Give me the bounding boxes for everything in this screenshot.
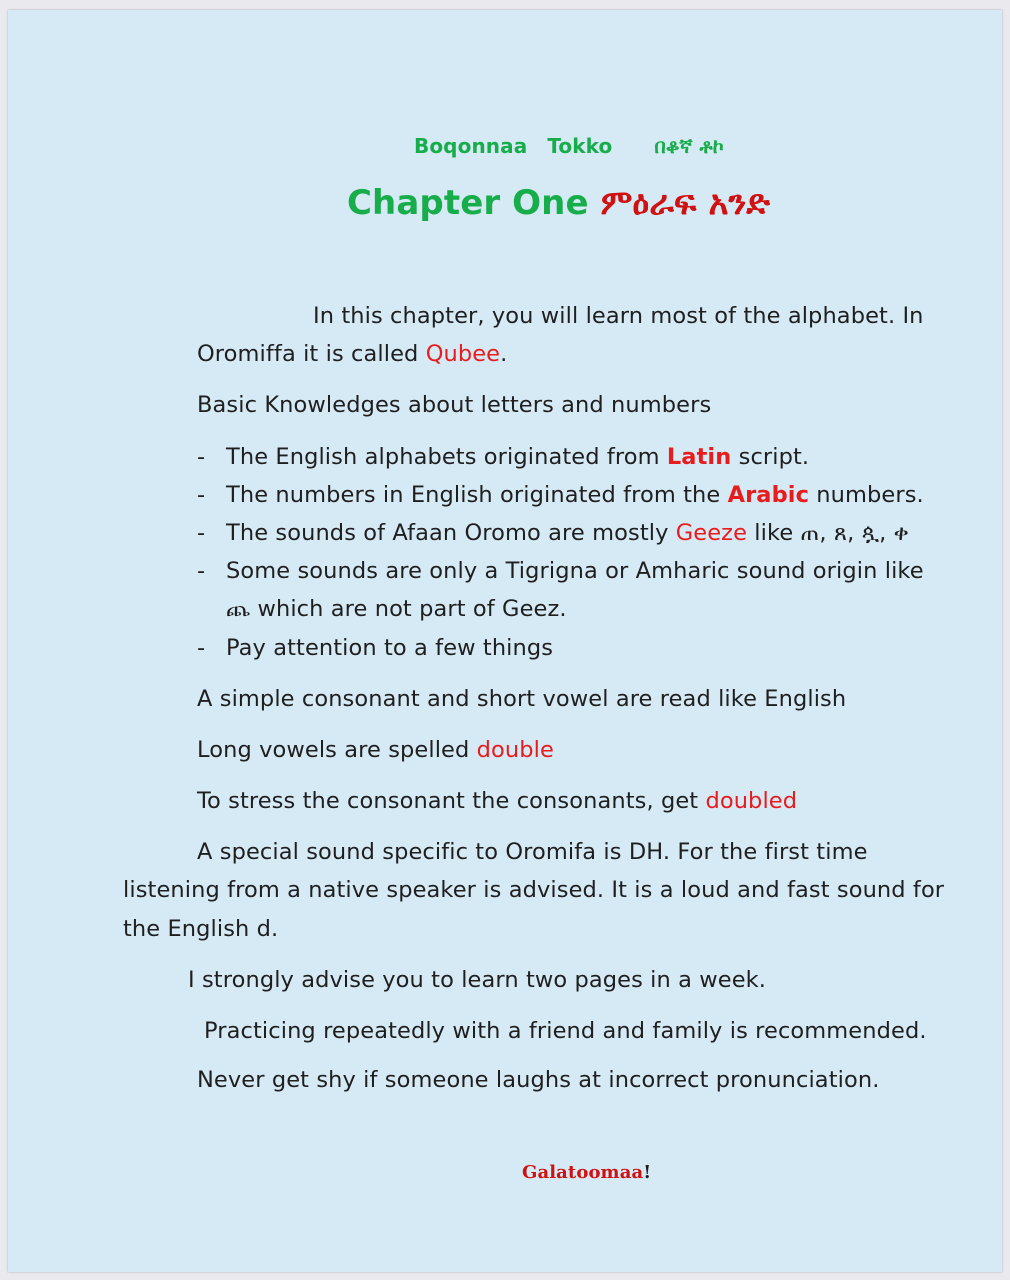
bullet-text: The numbers in English originated from the bbox=[226, 482, 728, 508]
subtitle-word-1: Boqonnaa bbox=[414, 134, 528, 158]
title-amharic: ምዕራፍ አንድ bbox=[600, 183, 771, 223]
dh-line-2: listening from a native speaker is advised. It is a loud and fast sound for bbox=[123, 877, 945, 903]
advice-shy: Never get shy if someone laughs at incorrect pronunciation. bbox=[197, 1067, 880, 1093]
advice-pages: I strongly advise you to learn two pages in a week. bbox=[188, 967, 767, 993]
bullet-attention: Pay attention to a few things bbox=[226, 635, 554, 661]
geeze-highlight: Geeze bbox=[675, 520, 748, 546]
subtitle-word-2: Tokko bbox=[547, 134, 613, 158]
bullet-dash: - bbox=[197, 482, 206, 508]
dh-line-3: the English d. bbox=[123, 916, 279, 942]
subtitle-oromo bbox=[414, 134, 724, 158]
bullet-text: The sounds of Afaan Oromo are mostly bbox=[226, 520, 676, 546]
arabic-highlight: Arabic bbox=[727, 482, 810, 508]
dh-line-1: A special sound specific to Oromifa is DH. For the first time bbox=[197, 839, 868, 865]
bullet-arabic bbox=[226, 482, 924, 508]
qubee-highlight: Qubee bbox=[425, 341, 501, 367]
thanks-word: Galatoomaa bbox=[522, 1162, 644, 1183]
bullet-tigrigna-line-2: ጨ which are not part of Geez. bbox=[226, 596, 567, 622]
basic-heading: Basic Knowledges about letters and numbers bbox=[197, 392, 712, 418]
intro-period: . bbox=[500, 341, 508, 367]
rule-consonant: A simple consonant and short vowel are read like English bbox=[197, 686, 847, 712]
bullet-dash: - bbox=[197, 558, 206, 584]
rule-long-vowels bbox=[197, 737, 554, 763]
bullet-latin bbox=[226, 444, 809, 470]
closing-thanks bbox=[522, 1162, 651, 1183]
latin-highlight: Latin bbox=[666, 444, 732, 470]
rule-text: To stress the consonant the consonants, get bbox=[197, 788, 706, 814]
double-highlight: double bbox=[476, 737, 554, 763]
bullet-dash: - bbox=[197, 444, 206, 470]
bullet-dash: - bbox=[197, 520, 206, 546]
rule-stress bbox=[197, 788, 797, 814]
bullet-text: numbers. bbox=[809, 482, 924, 508]
bullet-text: script. bbox=[731, 444, 810, 470]
page-title bbox=[347, 183, 770, 223]
bullet-dash: - bbox=[197, 635, 206, 661]
title-english: Chapter One bbox=[347, 183, 589, 223]
intro-text: Oromiffa it is called bbox=[197, 341, 426, 367]
bullet-text: like ጠ, ጸ, ጷ, ቀ bbox=[747, 520, 909, 546]
bullet-tigrigna-line-1: Some sounds are only a Tigrigna or Amharic sound origin like bbox=[226, 558, 924, 584]
bullet-geeze bbox=[226, 520, 909, 546]
rule-text: Long vowels are spelled bbox=[197, 737, 477, 763]
advice-practice: Practicing repeatedly with a friend and family is recommended. bbox=[204, 1018, 927, 1044]
thanks-mark: ! bbox=[643, 1162, 652, 1183]
intro-line-2 bbox=[197, 341, 507, 367]
subtitle-amharic: በቆኛ ቶኮ bbox=[654, 134, 724, 158]
doubled-highlight: doubled bbox=[705, 788, 798, 814]
bullet-text: The English alphabets originated from bbox=[226, 444, 667, 470]
intro-line-1: In this chapter, you will learn most of the alphabet. In bbox=[313, 303, 924, 329]
